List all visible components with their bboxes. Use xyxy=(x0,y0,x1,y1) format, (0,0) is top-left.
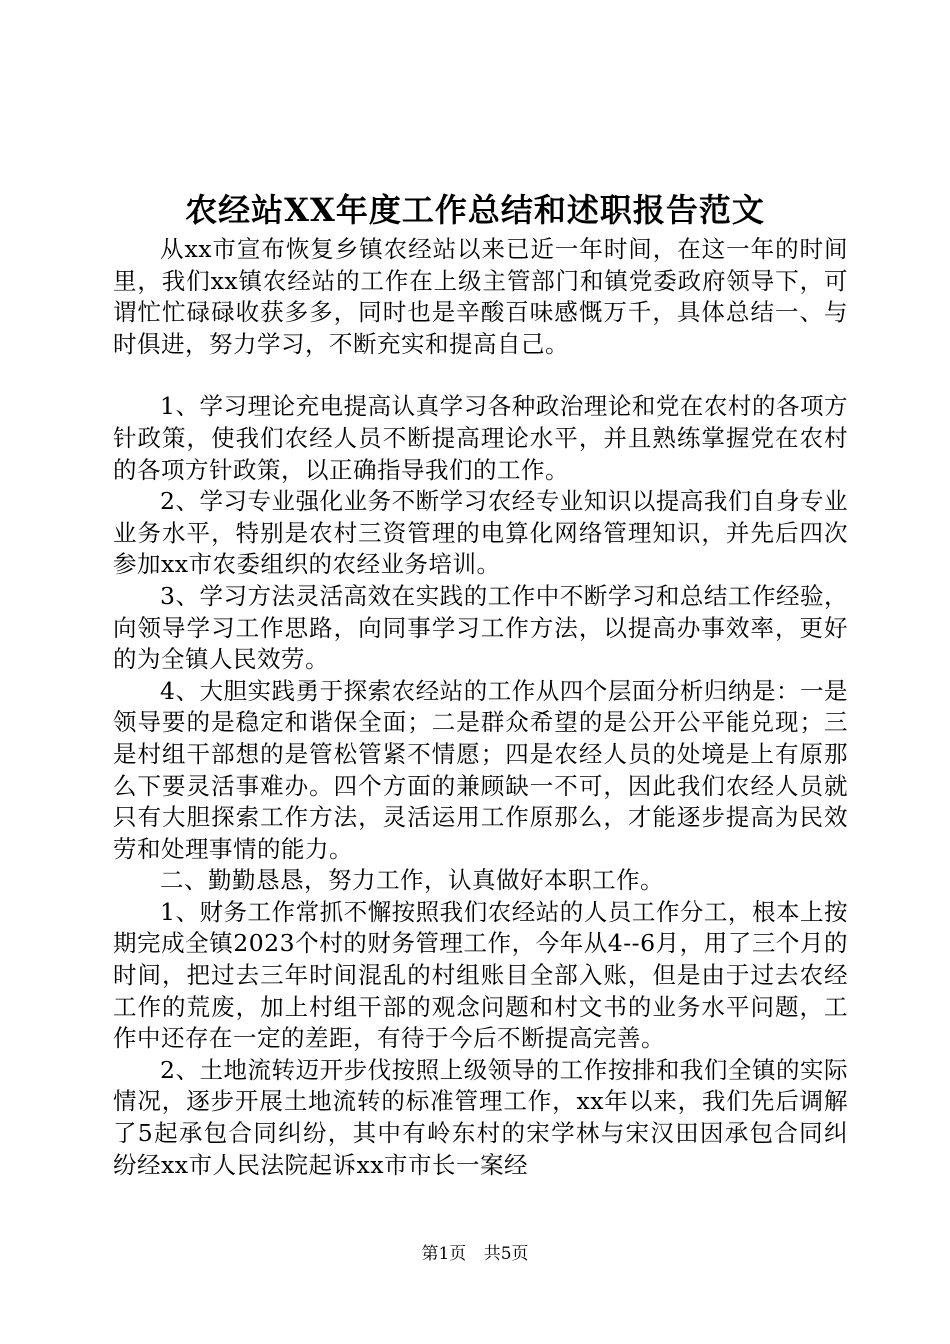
page-number: 第1页 xyxy=(421,1244,467,1264)
document-body xyxy=(113,234,848,1181)
paragraph-intro: 从xx市宣布恢复乡镇农经站以来已近一年时间，在这一年的时间里，我们xx镇农经站的工作在上级主管部门和镇党委政府领导下，可谓忙忙碌碌收获多多，同时也是辛酸百味感慨万千，具体总结一、与时俱进，努力学习，不断充实和提高自己。 xyxy=(113,235,848,358)
paragraph-spacer xyxy=(113,360,848,391)
paragraph-study-theory: 1、学习理论充电提高认真学习各种政治理论和党在农村的各项方针政策，使我们农经人员不断提高理论水平，并且熟练掌握党在农村的各项方针政策，以正确指导我们的工作。 xyxy=(113,392,848,484)
page-total: 共5页 xyxy=(483,1244,529,1264)
paragraph-section-two-heading: 二、勤勤恳恳，努力工作，认真做好本职工作。 xyxy=(160,866,664,895)
document-title: 农经站XX年度工作总结和述职报告范文 xyxy=(185,191,765,229)
page-footer xyxy=(0,1242,950,1266)
paragraph-land-transfer: 2、土地流转迈开步伐按照上级领导的工作按排和我们全镇的实际情况，逐步开展土地流转的标准管理工作，xx年以来，我们先后调解了5起承包合同纠纷，其中有岭东村的宋学林与宋汉田因承包合同纠纷经xx市人民法院起诉xx市市长一案经 xyxy=(113,1055,848,1179)
paragraph-study-professional: 2、学习专业强化业务不断学习农经专业知识以提高我们自身专业业务水平，特别是农村三资管理的电算化网络管理知识，并先后四次参加xx市农委组织的农经业务培训。 xyxy=(113,487,848,579)
paragraph-practice-explore: 4、大胆实践勇于探索农经站的工作从四个层面分析归纳是：一是领导要的是稳定和谐保全面；二是群众希望的是公开公平能兑现；三是村组干部想的是管松管紧不情愿；四是农经人员的处境是上有原那么下要灵活事难办。四个方面的兼顾缺一不可，因此我们农经人员就只有大胆探索工作方法，灵活运用工作原那么，才能逐步提高为民效劳和处理事情的能力。 xyxy=(113,676,848,863)
paragraph-study-methods: 3、学习方法灵活高效在实践的工作中不断学习和总结工作经验，向领导学习工作思路，向同事学习工作方法，以提高办事效率，更好的为全镇人民效劳。 xyxy=(113,581,848,674)
paragraph-finance-work: 1、财务工作常抓不懈按照我们农经站的人员工作分工，根本上按期完成全镇2023个村的财务管理工作，今年从4--6月，用了三个月的时间，把过去三年时间混乱的村组账目全部入账，但是由于过去农经工作的荒废，加上村组干部的观念问题和村文书的业务水平问题，工作中还存在一定的差距，有待于今后不断提高完善。 xyxy=(113,897,848,1053)
